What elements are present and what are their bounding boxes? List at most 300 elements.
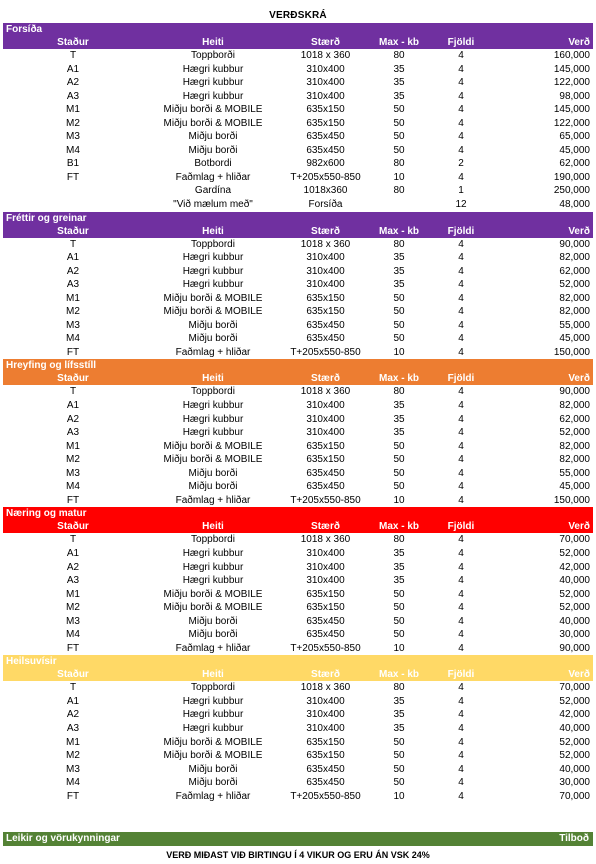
cell-count: 4 <box>458 413 464 425</box>
table-row <box>3 440 593 454</box>
cell-name: Miðju borði & MOBILE <box>163 440 263 452</box>
cell-max-kb: 10 <box>393 346 405 358</box>
table-row <box>3 749 593 763</box>
column-header-size: Stærð <box>311 373 340 385</box>
cell-name: Toppbordi <box>191 682 235 694</box>
cell-location: T <box>69 50 77 61</box>
cell-location: T <box>69 386 77 398</box>
cell-count: 4 <box>458 777 464 789</box>
section-title-bar <box>3 23 593 37</box>
cell-price: 82,000 <box>559 400 590 412</box>
cell-location: FT <box>66 494 80 506</box>
section-0 <box>3 23 593 212</box>
cell-count: 4 <box>458 695 464 707</box>
cell-size: 310x400 <box>306 547 345 559</box>
cell-size: 635x150 <box>306 588 345 600</box>
cell-name: Miðju borði & MOBILE <box>163 736 263 748</box>
cell-price: 52,000 <box>559 736 590 748</box>
cell-price: 62,000 <box>559 265 590 277</box>
cell-name: Miðju borði <box>188 467 238 479</box>
column-header-max-kb: Max - kb <box>378 521 419 533</box>
cell-location: A2 <box>66 709 80 721</box>
cell-price: 65,000 <box>559 131 590 143</box>
cell-max-kb: 35 <box>393 252 405 264</box>
cell-max-kb: 50 <box>393 292 405 304</box>
table-row <box>3 642 593 656</box>
cell-location: A1 <box>66 695 80 707</box>
cell-count: 4 <box>458 481 464 493</box>
cell-max-kb: 10 <box>393 171 405 183</box>
cell-name: Miðju borði & MOBILE <box>163 292 263 304</box>
cell-name: Miðju borði <box>188 333 238 345</box>
cell-price: 62,000 <box>559 413 590 425</box>
cell-max-kb: 80 <box>393 534 405 546</box>
cell-location: M3 <box>66 131 80 143</box>
cell-name: Miðju borði <box>188 319 238 331</box>
cell-location: A2 <box>66 265 80 277</box>
cell-name: Faðmlag + hliðar <box>175 346 251 358</box>
cell-location: M4 <box>66 481 80 493</box>
table-row <box>3 722 593 736</box>
table-row <box>3 292 593 306</box>
cell-size: 635x450 <box>306 131 345 143</box>
section-title-bar <box>3 507 593 521</box>
cell-name: Hægri kubbur <box>182 90 244 102</box>
cell-size: 635x150 <box>306 454 345 466</box>
cell-size: 1018 x 360 <box>300 386 351 398</box>
cell-location: A2 <box>66 561 80 573</box>
cell-size: 310x400 <box>306 265 345 277</box>
cell-count: 4 <box>458 547 464 559</box>
cell-count: 4 <box>458 575 464 587</box>
table-row <box>3 90 593 104</box>
table-row <box>3 426 593 440</box>
cell-name: Toppbordi <box>191 238 235 250</box>
cell-price: 55,000 <box>559 467 590 479</box>
cell-name: Toppbordi <box>191 386 235 398</box>
cell-count: 4 <box>458 252 464 264</box>
cell-price: 40,000 <box>559 722 590 734</box>
cell-name: Miðju borði <box>188 777 238 789</box>
table-row <box>3 601 593 615</box>
cell-price: 30,000 <box>559 629 590 641</box>
cell-size: 635x450 <box>306 333 345 345</box>
table-row <box>3 238 593 252</box>
cell-max-kb: 50 <box>393 629 405 641</box>
column-header-size: Stærð <box>311 669 340 681</box>
cell-max-kb: 35 <box>393 575 405 587</box>
cell-name: Hægri kubbur <box>182 722 244 734</box>
cell-location: M2 <box>66 117 80 129</box>
cell-location: A1 <box>66 252 80 264</box>
cell-price: 48,000 <box>559 199 590 211</box>
cell-name: Gardína <box>194 185 232 197</box>
cell-location: M2 <box>66 454 80 466</box>
cell-max-kb: 35 <box>393 722 405 734</box>
cell-max-kb: 50 <box>393 467 405 479</box>
table-row <box>3 763 593 777</box>
cell-price: 45,000 <box>559 481 590 493</box>
cell-count: 4 <box>458 131 464 143</box>
cell-name: Faðmlag + hliðar <box>175 494 251 506</box>
cell-name: "Við mælum með" <box>173 199 253 211</box>
cell-max-kb: 50 <box>393 319 405 331</box>
final-section-value: Tilboð <box>559 833 589 844</box>
column-header-price: Verð <box>568 669 590 681</box>
cell-price: 52,000 <box>559 588 590 600</box>
table-row <box>3 63 593 77</box>
column-header-price: Verð <box>568 521 590 533</box>
cell-location: M1 <box>66 292 80 304</box>
cell-location: A1 <box>66 400 80 412</box>
table-row <box>3 736 593 750</box>
cell-name: Miðju borði <box>188 763 238 775</box>
cell-count: 4 <box>458 629 464 641</box>
cell-price: 70,000 <box>559 790 590 802</box>
cell-price: 90,000 <box>559 386 590 398</box>
cell-count: 4 <box>458 440 464 452</box>
cell-price: 82,000 <box>559 252 590 264</box>
cell-count: 4 <box>458 386 464 398</box>
cell-max-kb: 80 <box>393 386 405 398</box>
cell-max-kb: 80 <box>393 185 405 197</box>
column-header-size: Stærð <box>311 521 340 533</box>
table-row <box>3 413 593 427</box>
column-header-max-kb: Max - kb <box>378 669 419 681</box>
cell-count: 4 <box>458 333 464 345</box>
column-header-count: Fjöldi <box>447 373 475 385</box>
cell-name: Botbordi <box>194 158 232 170</box>
cell-name: Miðju borði & MOBILE <box>163 602 263 614</box>
cell-price: 160,000 <box>553 50 590 61</box>
table-row <box>3 681 593 695</box>
column-header-location: Staður <box>57 37 89 48</box>
column-header-name: Heiti <box>202 373 224 385</box>
cell-size: T+205x550-850 <box>290 171 361 183</box>
table-row <box>3 103 593 117</box>
cell-price: 62,000 <box>559 158 590 170</box>
cell-price: 145,000 <box>553 63 590 75</box>
cell-name: Miðju borði & MOBILE <box>163 117 263 129</box>
cell-location <box>3 184 143 198</box>
cell-location: FT <box>66 171 80 183</box>
table-row <box>3 385 593 399</box>
table-row <box>3 157 593 171</box>
cell-name: Toppborði <box>191 50 235 61</box>
cell-name: Hægri kubbur <box>182 279 244 291</box>
cell-location: A2 <box>66 77 80 89</box>
table-row <box>3 265 593 279</box>
cell-max-kb: 10 <box>393 642 405 654</box>
column-header-count: Fjöldi <box>447 37 475 48</box>
cell-location: M4 <box>66 333 80 345</box>
section-title-bar <box>3 212 593 226</box>
cell-name: Miðju borði & MOBILE <box>163 750 263 762</box>
cell-max-kb: 50 <box>393 736 405 748</box>
cell-count: 4 <box>458 306 464 318</box>
cell-size: 1018x360 <box>303 185 348 197</box>
cell-max-kb: 50 <box>393 454 405 466</box>
cell-price: 52,000 <box>559 695 590 707</box>
cell-price: 70,000 <box>559 682 590 694</box>
cell-count: 4 <box>458 588 464 600</box>
cell-price: 98,000 <box>559 90 590 102</box>
section-1 <box>3 212 593 360</box>
cell-count: 4 <box>458 144 464 156</box>
cell-count: 4 <box>458 615 464 627</box>
cell-count: 4 <box>458 454 464 466</box>
cell-size: 310x400 <box>306 400 345 412</box>
cell-name: Hægri kubbur <box>182 413 244 425</box>
cell-name: Miðju borði <box>188 144 238 156</box>
column-header-location: Staður <box>57 521 89 533</box>
cell-location: M4 <box>66 777 80 789</box>
cell-price: 40,000 <box>559 763 590 775</box>
column-header-name: Heiti <box>202 37 224 48</box>
cell-size: 310x400 <box>306 575 345 587</box>
cell-location: B1 <box>66 158 80 170</box>
cell-name: Hægri kubbur <box>182 63 244 75</box>
cell-size: 982x600 <box>306 158 345 170</box>
cell-location <box>3 198 143 212</box>
table-header-row <box>3 521 593 533</box>
cell-location: A3 <box>66 427 80 439</box>
cell-name: Miðju borði & MOBILE <box>163 104 263 116</box>
cell-price: 90,000 <box>559 642 590 654</box>
cell-count: 4 <box>458 494 464 506</box>
table-row <box>3 453 593 467</box>
table-row <box>3 708 593 722</box>
cell-name: Faðmlag + hliðar <box>175 642 251 654</box>
column-header-location: Staður <box>57 669 89 681</box>
table-row <box>3 533 593 547</box>
cell-location: A3 <box>66 575 80 587</box>
cell-max-kb: 35 <box>393 90 405 102</box>
table-row <box>3 76 593 90</box>
section-title: Fréttir og greinar <box>6 212 87 224</box>
cell-max-kb: 50 <box>393 602 405 614</box>
column-header-price: Verð <box>568 225 590 237</box>
cell-price: 52,000 <box>559 547 590 559</box>
cell-name: Hægri kubbur <box>182 709 244 721</box>
table-row <box>3 251 593 265</box>
cell-name: Hægri kubbur <box>182 265 244 277</box>
cell-max-kb: 50 <box>393 104 405 116</box>
cell-name: Miðju borði & MOBILE <box>163 306 263 318</box>
cell-count: 1 <box>458 185 464 197</box>
cell-count: 4 <box>458 736 464 748</box>
column-header-location: Staður <box>57 373 89 385</box>
column-header-count: Fjöldi <box>447 225 475 237</box>
cell-count: 4 <box>458 427 464 439</box>
column-header-name: Heiti <box>202 669 224 681</box>
cell-location: A3 <box>66 722 80 734</box>
cell-location: M1 <box>66 104 80 116</box>
cell-size: 635x150 <box>306 736 345 748</box>
cell-name: Faðmlag + hliðar <box>175 790 251 802</box>
cell-location: A3 <box>66 90 80 102</box>
table-row <box>3 588 593 602</box>
cell-count: 4 <box>458 117 464 129</box>
cell-size: 1018 x 360 <box>300 682 351 694</box>
cell-name: Miðju borði & MOBILE <box>163 454 263 466</box>
cell-name: Hægri kubbur <box>182 547 244 559</box>
cell-max-kb: 35 <box>393 547 405 559</box>
cell-name: Miðju borði <box>188 615 238 627</box>
cell-location: M3 <box>66 615 80 627</box>
cell-max-kb: 35 <box>393 400 405 412</box>
cell-location: M3 <box>66 467 80 479</box>
cell-size: 635x150 <box>306 117 345 129</box>
table-row <box>3 561 593 575</box>
column-header-size: Stærð <box>311 225 340 237</box>
cell-name: Faðmlag + hliðar <box>175 171 251 183</box>
cell-size: T+205x550-850 <box>290 494 361 506</box>
cell-count: 4 <box>458 238 464 250</box>
cell-size: 635x450 <box>306 615 345 627</box>
cell-size: 310x400 <box>306 722 345 734</box>
cell-count: 4 <box>458 319 464 331</box>
cell-count: 4 <box>458 561 464 573</box>
table-row <box>3 278 593 292</box>
table-row <box>3 399 593 413</box>
cell-location: M4 <box>66 144 80 156</box>
table-row <box>3 695 593 709</box>
column-header-price: Verð <box>568 373 590 385</box>
cell-price: 82,000 <box>559 440 590 452</box>
cell-count: 4 <box>458 171 464 183</box>
table-row <box>3 130 593 144</box>
cell-count: 4 <box>458 104 464 116</box>
table-row <box>3 49 593 63</box>
cell-count: 4 <box>458 90 464 102</box>
cell-name: Miðju borði & MOBILE <box>163 588 263 600</box>
cell-name: Miðju borði <box>188 629 238 641</box>
cell-price: 52,000 <box>559 279 590 291</box>
cell-name: Hægri kubbur <box>182 400 244 412</box>
table-header-row <box>3 37 593 49</box>
cell-count: 4 <box>458 400 464 412</box>
cell-location: A1 <box>66 547 80 559</box>
table-row <box>3 480 593 494</box>
section-title: Heilsuvísir <box>6 656 57 668</box>
cell-count: 4 <box>458 790 464 802</box>
cell-size: 310x400 <box>306 252 345 264</box>
section-title-bar <box>3 655 593 669</box>
column-header-max-kb: Max - kb <box>378 225 419 237</box>
cell-size: 310x400 <box>306 279 345 291</box>
cell-max-kb: 50 <box>393 763 405 775</box>
cell-location: M4 <box>66 629 80 641</box>
cell-location: T <box>69 534 77 546</box>
table-row <box>3 117 593 131</box>
cell-size: 310x400 <box>306 695 345 707</box>
cell-size: 310x400 <box>306 90 345 102</box>
cell-max-kb: 50 <box>393 777 405 789</box>
table-row <box>3 171 593 185</box>
cell-size: 1018 x 360 <box>300 534 351 546</box>
table-row <box>3 615 593 629</box>
column-header-max-kb: Max - kb <box>378 373 419 385</box>
cell-max-kb: 35 <box>393 63 405 75</box>
cell-max-kb: 50 <box>393 333 405 345</box>
cell-count: 12 <box>455 199 467 211</box>
column-header-count: Fjöldi <box>447 669 475 681</box>
cell-size: 310x400 <box>306 77 345 89</box>
cell-location: M1 <box>66 588 80 600</box>
cell-name: Hægri kubbur <box>182 561 244 573</box>
cell-price: 42,000 <box>559 561 590 573</box>
table-row <box>3 574 593 588</box>
cell-size: 310x400 <box>306 427 345 439</box>
cell-max-kb: 10 <box>393 494 405 506</box>
cell-count: 4 <box>458 763 464 775</box>
cell-location: T <box>69 238 77 250</box>
cell-size: 310x400 <box>306 709 345 721</box>
cell-size: 310x400 <box>306 413 345 425</box>
table-row <box>3 332 593 346</box>
cell-size: 1018 x 360 <box>300 238 351 250</box>
cell-location: FT <box>66 790 80 802</box>
cell-price: 42,000 <box>559 709 590 721</box>
cell-size: 635x450 <box>306 629 345 641</box>
cell-max-kb: 80 <box>393 50 405 61</box>
cell-max-kb: 80 <box>393 682 405 694</box>
cell-count: 4 <box>458 682 464 694</box>
cell-size: 635x450 <box>306 763 345 775</box>
cell-size: 635x450 <box>306 467 345 479</box>
cell-count: 4 <box>458 642 464 654</box>
cell-price: 45,000 <box>559 144 590 156</box>
cell-count: 4 <box>458 534 464 546</box>
cell-count: 4 <box>458 750 464 762</box>
column-header-count: Fjöldi <box>447 521 475 533</box>
section-title: Hreyfing og lífsstíll <box>6 360 97 372</box>
cell-price: 82,000 <box>559 292 590 304</box>
cell-price: 52,000 <box>559 602 590 614</box>
table-row <box>3 467 593 481</box>
section-title: Næring og matur <box>6 508 87 520</box>
column-header-name: Heiti <box>202 225 224 237</box>
cell-max-kb: 35 <box>393 561 405 573</box>
cell-size: 635x450 <box>306 481 345 493</box>
cell-max-kb <box>368 198 430 212</box>
column-header-max-kb: Max - kb <box>378 37 419 48</box>
table-row <box>3 305 593 319</box>
cell-size: 635x150 <box>306 306 345 318</box>
cell-price: 122,000 <box>553 77 590 89</box>
cell-size: 635x450 <box>306 319 345 331</box>
cell-count: 4 <box>458 292 464 304</box>
cell-max-kb: 50 <box>393 750 405 762</box>
cell-price: 145,000 <box>553 104 590 116</box>
cell-name: Miðju borði <box>188 481 238 493</box>
cell-size: 635x450 <box>306 144 345 156</box>
table-row <box>3 547 593 561</box>
cell-location: M1 <box>66 736 80 748</box>
cell-name: Hægri kubbur <box>182 77 244 89</box>
cell-size: Forsíða <box>308 199 343 211</box>
cell-price: 45,000 <box>559 333 590 345</box>
cell-name: Hægri kubbur <box>182 427 244 439</box>
cell-name: Hægri kubbur <box>182 695 244 707</box>
table-row <box>3 184 593 198</box>
cell-price: 82,000 <box>559 306 590 318</box>
section-title: Forsíða <box>6 24 43 35</box>
cell-size: 635x450 <box>306 777 345 789</box>
cell-max-kb: 10 <box>393 790 405 802</box>
cell-price: 55,000 <box>559 319 590 331</box>
